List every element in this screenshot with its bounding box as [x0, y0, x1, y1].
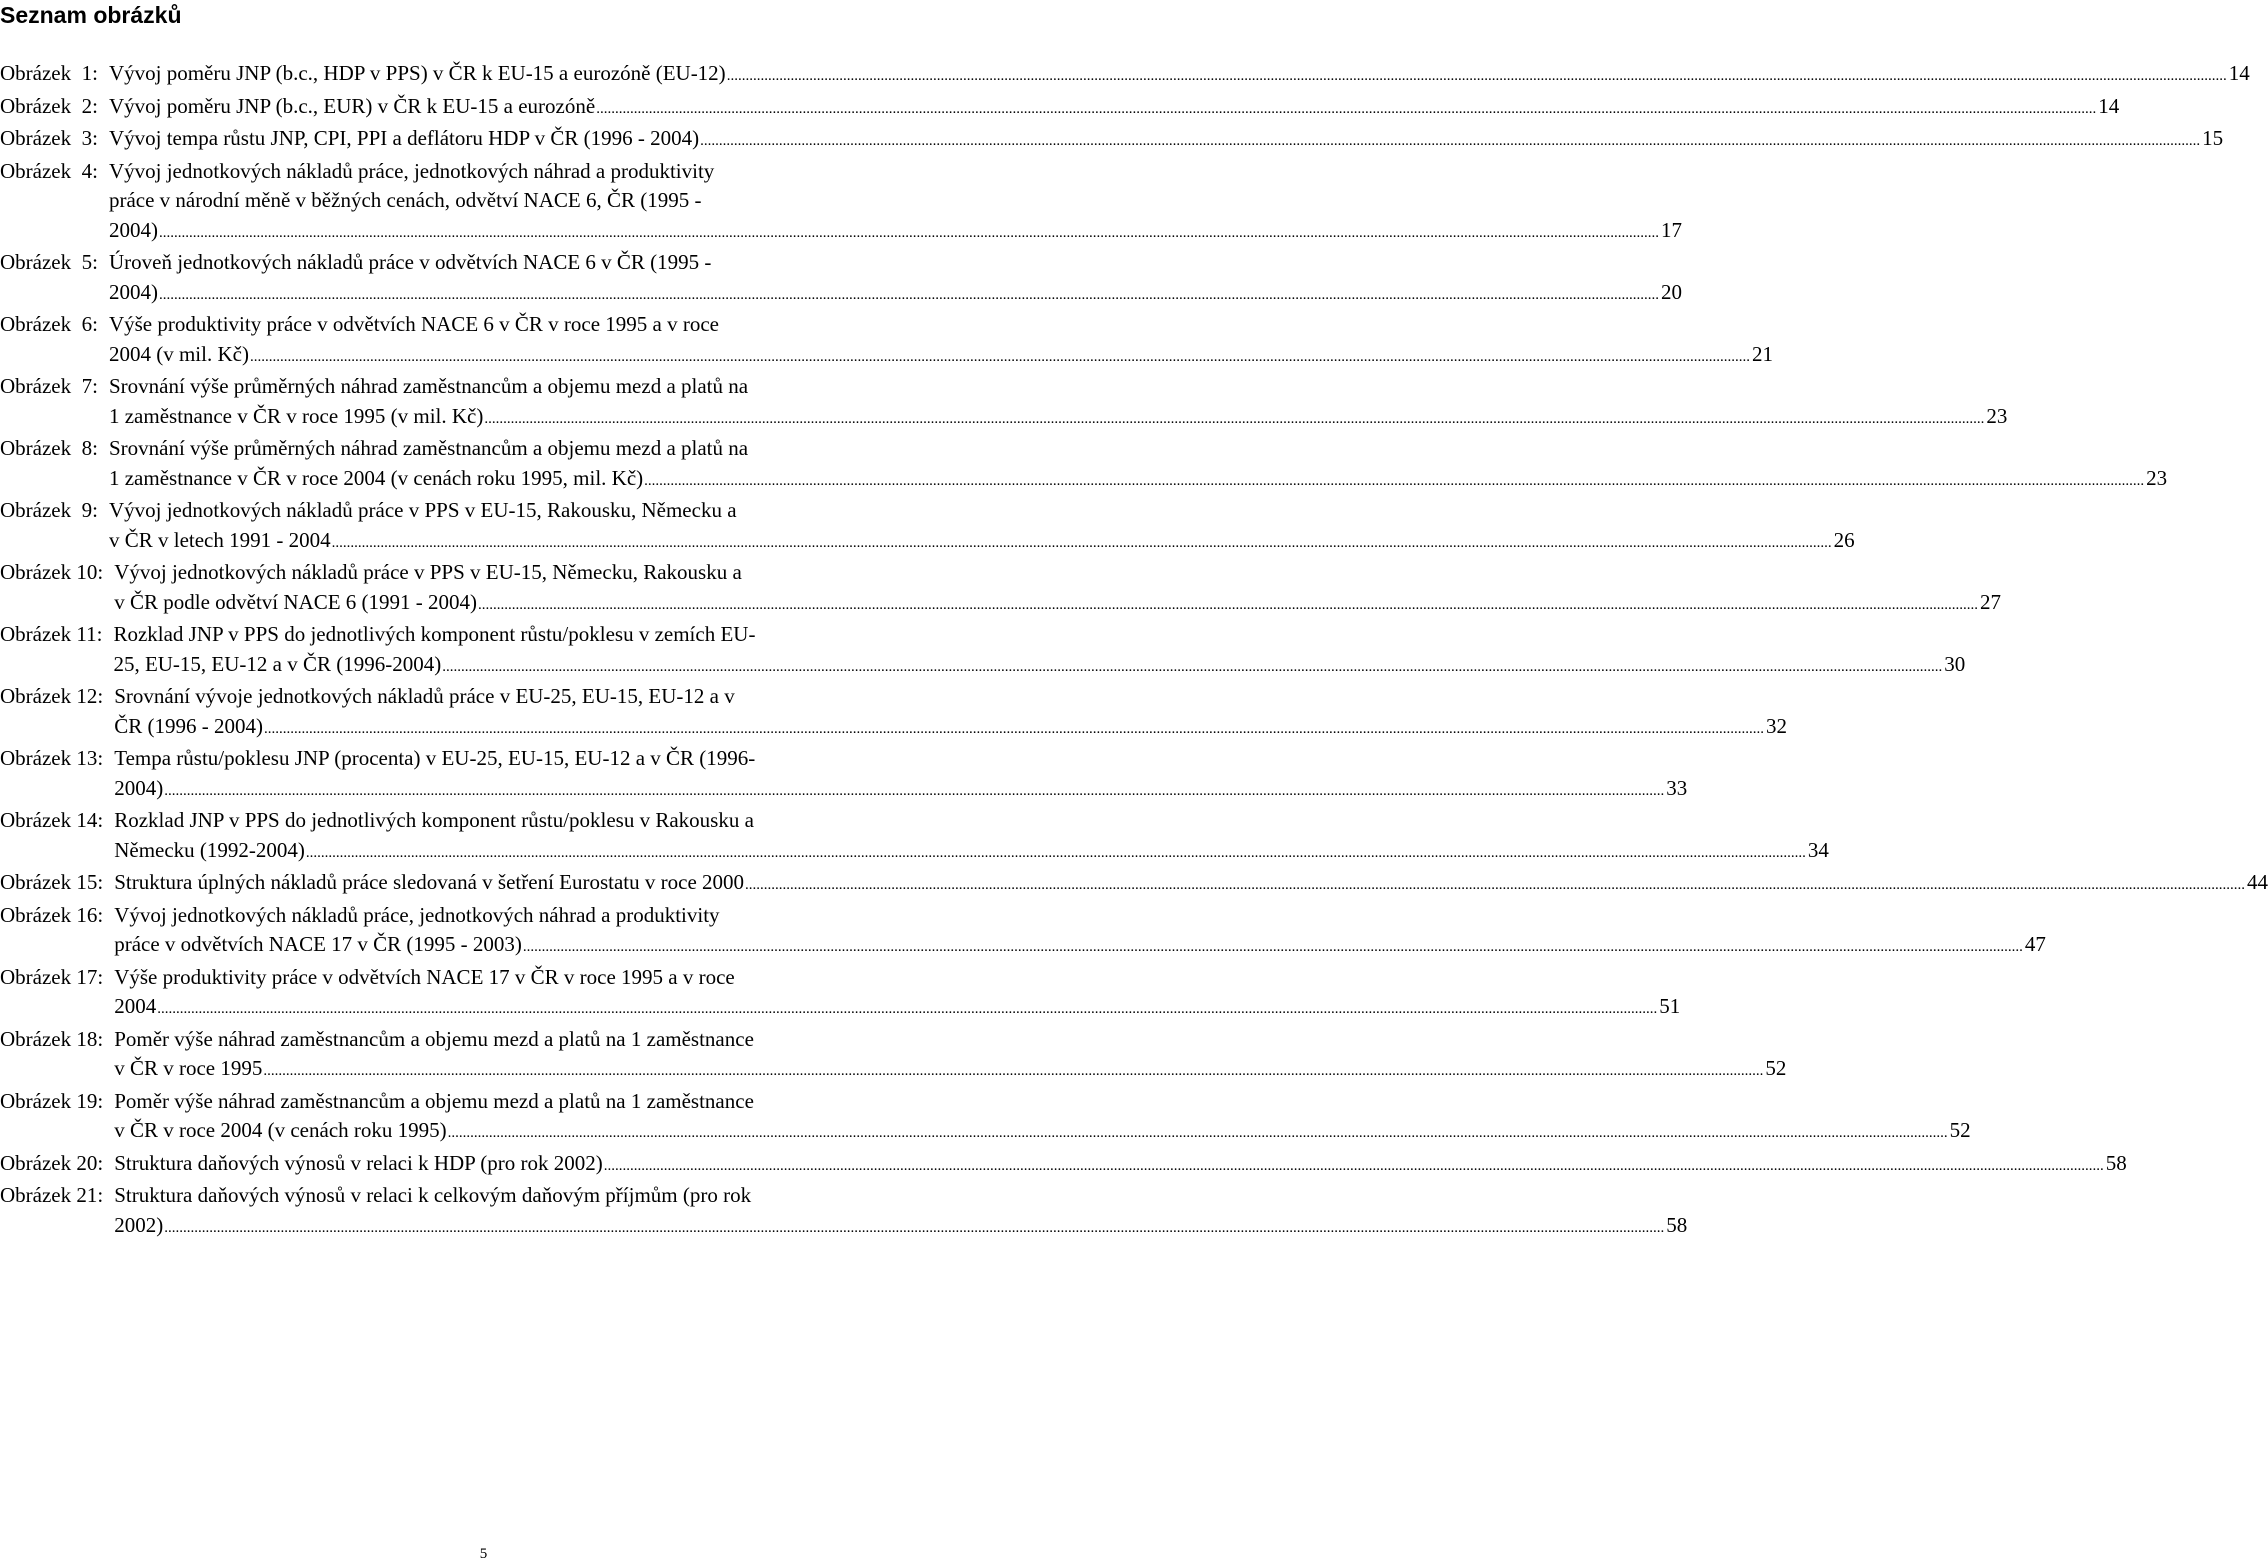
caption-line: v ČR v letech 1991 - 2004	[108, 527, 331, 552]
figure-label: Obrázek 7:	[0, 374, 98, 398]
caption-line: 25, EU-15, EU-12 a v ČR (1996-2004)	[113, 651, 442, 676]
toc-entry[interactable]	[0, 157, 1682, 249]
toc-entry[interactable]	[0, 248, 1682, 310]
caption-line: Tempa růstu/poklesu JNP (procenta) v EU-25, EU-15, EU-12 a v ČR (1996-	[114, 746, 756, 770]
figure-caption	[98, 310, 1773, 372]
dot-leader: ................................................................................................................................................................................................................................................................................................................................................................................................................	[263, 1063, 1764, 1079]
dot-leader: ................................................................................................................................................................................................................................................................................................................................................................................................................	[644, 472, 2145, 489]
caption-line: práce v národní měně v běžných cenách, odvětví NACE 6, ČR (1995 -	[108, 188, 702, 212]
caption-last-line	[109, 216, 1682, 249]
dot-leader: ................................................................................................................................................................................................................................................................................................................................................................................................................	[447, 1125, 1948, 1141]
caption-line: Vývoj poměru JNP (b.c., HDP v PPS) v ČR k EU-15 a eurozóně (EU-12)	[108, 61, 726, 85]
caption-last-line	[114, 836, 1829, 869]
caption-line: práce v odvětvích NACE 17 v ČR (1995 - 2003)	[114, 932, 522, 956]
toc-entry[interactable]	[0, 868, 2268, 901]
caption-line: Vývoj jednotkových nákladů práce, jednotkových náhrad a produktivity	[108, 158, 715, 183]
figure-caption	[103, 868, 2268, 901]
caption-last-line	[114, 1116, 1970, 1149]
page-ref[interactable]: 51	[1659, 994, 1681, 1018]
figure-caption	[98, 59, 2250, 92]
caption-last-line	[109, 526, 1855, 559]
caption-last-line	[114, 774, 1687, 807]
caption-last-line	[113, 650, 1965, 683]
page-ref[interactable]: 30	[1944, 651, 1966, 676]
caption-last-line	[114, 588, 2001, 621]
caption-line: Úroveň jednotkových nákladů práce v odvětvích NACE 6 v ČR (1995 -	[108, 250, 712, 274]
caption-line: Rozklad JNP v PPS do jednotlivých komponent růstu/poklesu v zemích EU-	[113, 622, 756, 646]
figure-caption	[103, 963, 1680, 1025]
caption-last-line	[109, 92, 2119, 125]
page-ref[interactable]: 15	[2202, 126, 2224, 150]
caption-line: Srovnání vývoje jednotkových nákladů práce v EU-25, EU-15, EU-12 a v	[114, 684, 735, 708]
dot-leader: ................................................................................................................................................................................................................................................................................................................................................................................................................	[158, 224, 1659, 241]
caption-line: ČR (1996 - 2004)	[114, 713, 263, 738]
page-ref[interactable]: 47	[2024, 932, 2046, 956]
toc-entry[interactable]	[0, 682, 1787, 744]
page-number: 5	[479, 1546, 488, 1562]
toc-entry[interactable]	[0, 1181, 1688, 1243]
caption-line: Výše produktivity práce v odvětvích NACE 17 v ČR v roce 1995 a v roce	[114, 964, 735, 989]
dot-leader: ................................................................................................................................................................................................................................................................................................................................................................................................................	[305, 844, 1806, 861]
dot-leader: ................................................................................................................................................................................................................................................................................................................................................................................................................	[263, 720, 1764, 737]
caption-line: Poměr výše náhrad zaměstnancům a objemu mezd a platů na 1 zaměstnance	[114, 1088, 754, 1113]
figure-label: Obrázek 21:	[0, 1183, 104, 1207]
caption-line: Německu (1992-2004)	[114, 837, 305, 862]
caption-line: Srovnání výše průměrných náhrad zaměstnancům a objemu mezd a platů na	[108, 436, 749, 460]
caption-line: Rozklad JNP v PPS do jednotlivých komponent růstu/poklesu v Rakousku a	[114, 808, 754, 832]
toc-entry[interactable]	[0, 744, 1688, 806]
toc-entry[interactable]	[0, 59, 2250, 92]
figure-caption	[103, 558, 2001, 620]
dot-leader: ................................................................................................................................................................................................................................................................................................................................................................................................................	[249, 348, 1750, 365]
page-ref[interactable]: 14	[2098, 93, 2120, 118]
figure-caption	[98, 434, 2167, 496]
figure-caption	[103, 901, 2046, 963]
figure-label: Obrázek 18:	[0, 1026, 104, 1051]
dot-leader: ................................................................................................................................................................................................................................................................................................................................................................................................................	[603, 1157, 2104, 1174]
caption-line: 2004 (v mil. Kč)	[108, 341, 249, 366]
figure-caption	[103, 1181, 1687, 1243]
figure-label: Obrázek 6:	[0, 312, 98, 336]
figure-caption	[103, 744, 1687, 806]
figure-label: Obrázek 4:	[0, 158, 98, 183]
toc-entry[interactable]	[0, 901, 2046, 963]
caption-line: 1 zaměstnance v ČR v roce 1995 (v mil. Kč)	[108, 403, 484, 428]
caption-line: Vývoj tempa růstu JNP, CPI, PPI a deflátoru HDP v ČR (1996 - 2004)	[108, 126, 700, 150]
dot-leader: ................................................................................................................................................................................................................................................................................................................................................................................................................	[164, 782, 1665, 799]
figure-label: Obrázek 10:	[0, 560, 104, 584]
dot-leader: ................................................................................................................................................................................................................................................................................................................................................................................................................	[164, 1219, 1665, 1236]
dot-leader: ................................................................................................................................................................................................................................................................................................................................................................................................................	[484, 410, 1985, 427]
toc-entry[interactable]	[0, 963, 1681, 1025]
page-ref[interactable]: 23	[1986, 403, 2008, 428]
figure-label: Obrázek 13:	[0, 746, 104, 770]
figure-label: Obrázek 9:	[0, 498, 98, 522]
dot-leader: ................................................................................................................................................................................................................................................................................................................................................................................................................	[442, 658, 1943, 675]
caption-line: Struktura daňových výnosů v relaci k celkovým daňovým příjmům (pro rok	[114, 1183, 752, 1207]
page-ref[interactable]: 34	[1807, 837, 1829, 862]
figure-caption	[98, 496, 1855, 558]
dot-leader: ................................................................................................................................................................................................................................................................................................................................................................................................................	[158, 286, 1659, 303]
caption-last-line	[114, 1211, 1687, 1244]
toc-entry[interactable]	[0, 92, 2120, 125]
toc-entry[interactable]	[0, 372, 2008, 434]
caption-line: v ČR v roce 2004 (v cenách roku 1995)	[114, 1118, 447, 1142]
toc-entry[interactable]	[0, 558, 2002, 620]
caption-last-line	[109, 278, 1682, 311]
figure-label: Obrázek 5:	[0, 250, 98, 274]
caption-last-line	[109, 124, 2223, 157]
figure-label: Obrázek 19:	[0, 1088, 104, 1113]
caption-last-line	[114, 930, 2046, 963]
dot-leader: ................................................................................................................................................................................................................................................................................................................................................................................................................	[700, 133, 2201, 149]
caption-line: Vývoj jednotkových nákladů práce v PPS v EU-15, Německu, Rakousku a	[114, 560, 742, 584]
page-ref[interactable]: 52	[1765, 1056, 1787, 1080]
page-ref[interactable]: 27	[1980, 589, 2002, 614]
caption-last-line	[114, 868, 2268, 901]
figure-label: Obrázek 1:	[0, 61, 98, 85]
toc-entry[interactable]	[0, 496, 1855, 558]
figure-label: Obrázek 16:	[0, 902, 104, 927]
caption-line: Vývoj jednotkových nákladů práce, jednotkových náhrad a produktivity	[114, 902, 720, 927]
page-title: Seznam obrázků	[0, 2, 182, 28]
dot-leader: ................................................................................................................................................................................................................................................................................................................................................................................................................	[596, 100, 2097, 117]
figure-list	[0, 59, 2268, 1243]
toc-entry[interactable]	[0, 1149, 2127, 1182]
page-ref[interactable]: 58	[2105, 1150, 2127, 1175]
figure-label: Obrázek 3:	[0, 126, 98, 150]
figure-label: Obrázek 12:	[0, 684, 104, 708]
dot-leader: ................................................................................................................................................................................................................................................................................................................................................................................................................	[522, 939, 2023, 955]
caption-line: Vývoj poměru JNP (b.c., EUR) v ČR k EU-15 a eurozóně	[108, 93, 596, 118]
caption-line: Poměr výše náhrad zaměstnancům a objemu mezd a platů na 1 zaměstnance	[114, 1026, 754, 1051]
dot-leader: ................................................................................................................................................................................................................................................................................................................................................................................................................	[726, 68, 2227, 84]
toc-entry[interactable]	[0, 806, 1829, 868]
caption-line: 2004)	[114, 775, 164, 800]
toc-entry[interactable]	[0, 434, 2168, 496]
caption-line: 1 zaměstnance v ČR v roce 2004 (v cenách roku 1995, mil. Kč)	[108, 465, 644, 490]
figure-caption	[103, 682, 1787, 744]
figure-label: Obrázek 11:	[0, 622, 103, 646]
caption-last-line	[109, 59, 2250, 92]
figure-caption	[103, 806, 1829, 868]
toc-entry[interactable]	[0, 1025, 1787, 1087]
page-ref[interactable]: 32	[1765, 713, 1787, 738]
page-ref[interactable]: 23	[2146, 465, 2168, 490]
caption-last-line	[114, 1149, 2127, 1182]
page-ref[interactable]: 26	[1833, 527, 1855, 552]
caption-last-line	[109, 464, 2167, 497]
figure-caption	[98, 248, 1682, 310]
figure-caption	[102, 620, 1965, 682]
figure-label: Obrázek 8:	[0, 436, 98, 460]
caption-line: Vývoj jednotkových nákladů práce v PPS v EU-15, Rakousku, Německu a	[108, 498, 737, 522]
page-ref[interactable]: 17	[1660, 217, 1682, 242]
caption-line: v ČR podle odvětví NACE 6 (1991 - 2004)	[114, 589, 478, 614]
caption-line: 2004	[114, 994, 157, 1018]
toc-entry[interactable]	[0, 620, 1966, 682]
dot-leader: ................................................................................................................................................................................................................................................................................................................................................................................................................	[331, 534, 1832, 551]
figure-label: Obrázek 20:	[0, 1150, 104, 1175]
toc-entry[interactable]	[0, 1087, 1971, 1149]
toc-entry[interactable]	[0, 310, 1773, 372]
caption-last-line	[109, 340, 1773, 373]
caption-line: Struktura daňových výnosů v relaci k HDP (pro rok 2002)	[114, 1150, 603, 1175]
caption-last-line	[109, 402, 2007, 435]
caption-last-line	[114, 1054, 1786, 1087]
figure-caption	[98, 157, 1682, 249]
dot-leader: ................................................................................................................................................................................................................................................................................................................................................................................................................	[478, 596, 1979, 613]
caption-line: v ČR v roce 1995	[114, 1056, 263, 1080]
dot-leader: ................................................................................................................................................................................................................................................................................................................................................................................................................	[745, 877, 2246, 893]
page-ref[interactable]: 20	[1660, 279, 1682, 304]
figure-caption	[103, 1087, 1970, 1149]
page-ref[interactable]: 14	[2228, 61, 2250, 85]
figure-label: Obrázek 15:	[0, 870, 104, 894]
figure-caption	[98, 372, 2007, 434]
caption-last-line	[114, 712, 1787, 745]
caption-line: 2004)	[108, 279, 158, 304]
dot-leader: ................................................................................................................................................................................................................................................................................................................................................................................................................	[157, 1001, 1658, 1017]
caption-line: 2004)	[108, 217, 158, 242]
figure-caption	[98, 92, 2119, 125]
page-ref[interactable]: 58	[1666, 1212, 1688, 1237]
page-ref[interactable]: 44	[2247, 870, 2268, 894]
figure-caption	[103, 1025, 1786, 1087]
figure-label: Obrázek 2:	[0, 93, 98, 118]
page-ref[interactable]: 33	[1666, 775, 1688, 800]
caption-line: 2002)	[114, 1212, 164, 1237]
page-ref[interactable]: 52	[1949, 1118, 1971, 1142]
figure-label: Obrázek 17:	[0, 964, 104, 989]
figure-caption	[98, 124, 2223, 157]
figure-label: Obrázek 14:	[0, 808, 104, 832]
caption-line: Struktura úplných nákladů práce sledovaná v šetření Eurostatu v roce 2000	[114, 870, 745, 894]
caption-line: Výše produktivity práce v odvětvích NACE 6 v ČR v roce 1995 a v roce	[108, 312, 719, 336]
page-ref[interactable]: 21	[1751, 341, 1773, 366]
caption-line: Srovnání výše průměrných náhrad zaměstnancům a objemu mezd a platů na	[108, 374, 749, 398]
figure-caption	[103, 1149, 2127, 1182]
caption-last-line	[114, 992, 1680, 1025]
toc-entry[interactable]	[0, 124, 2224, 157]
